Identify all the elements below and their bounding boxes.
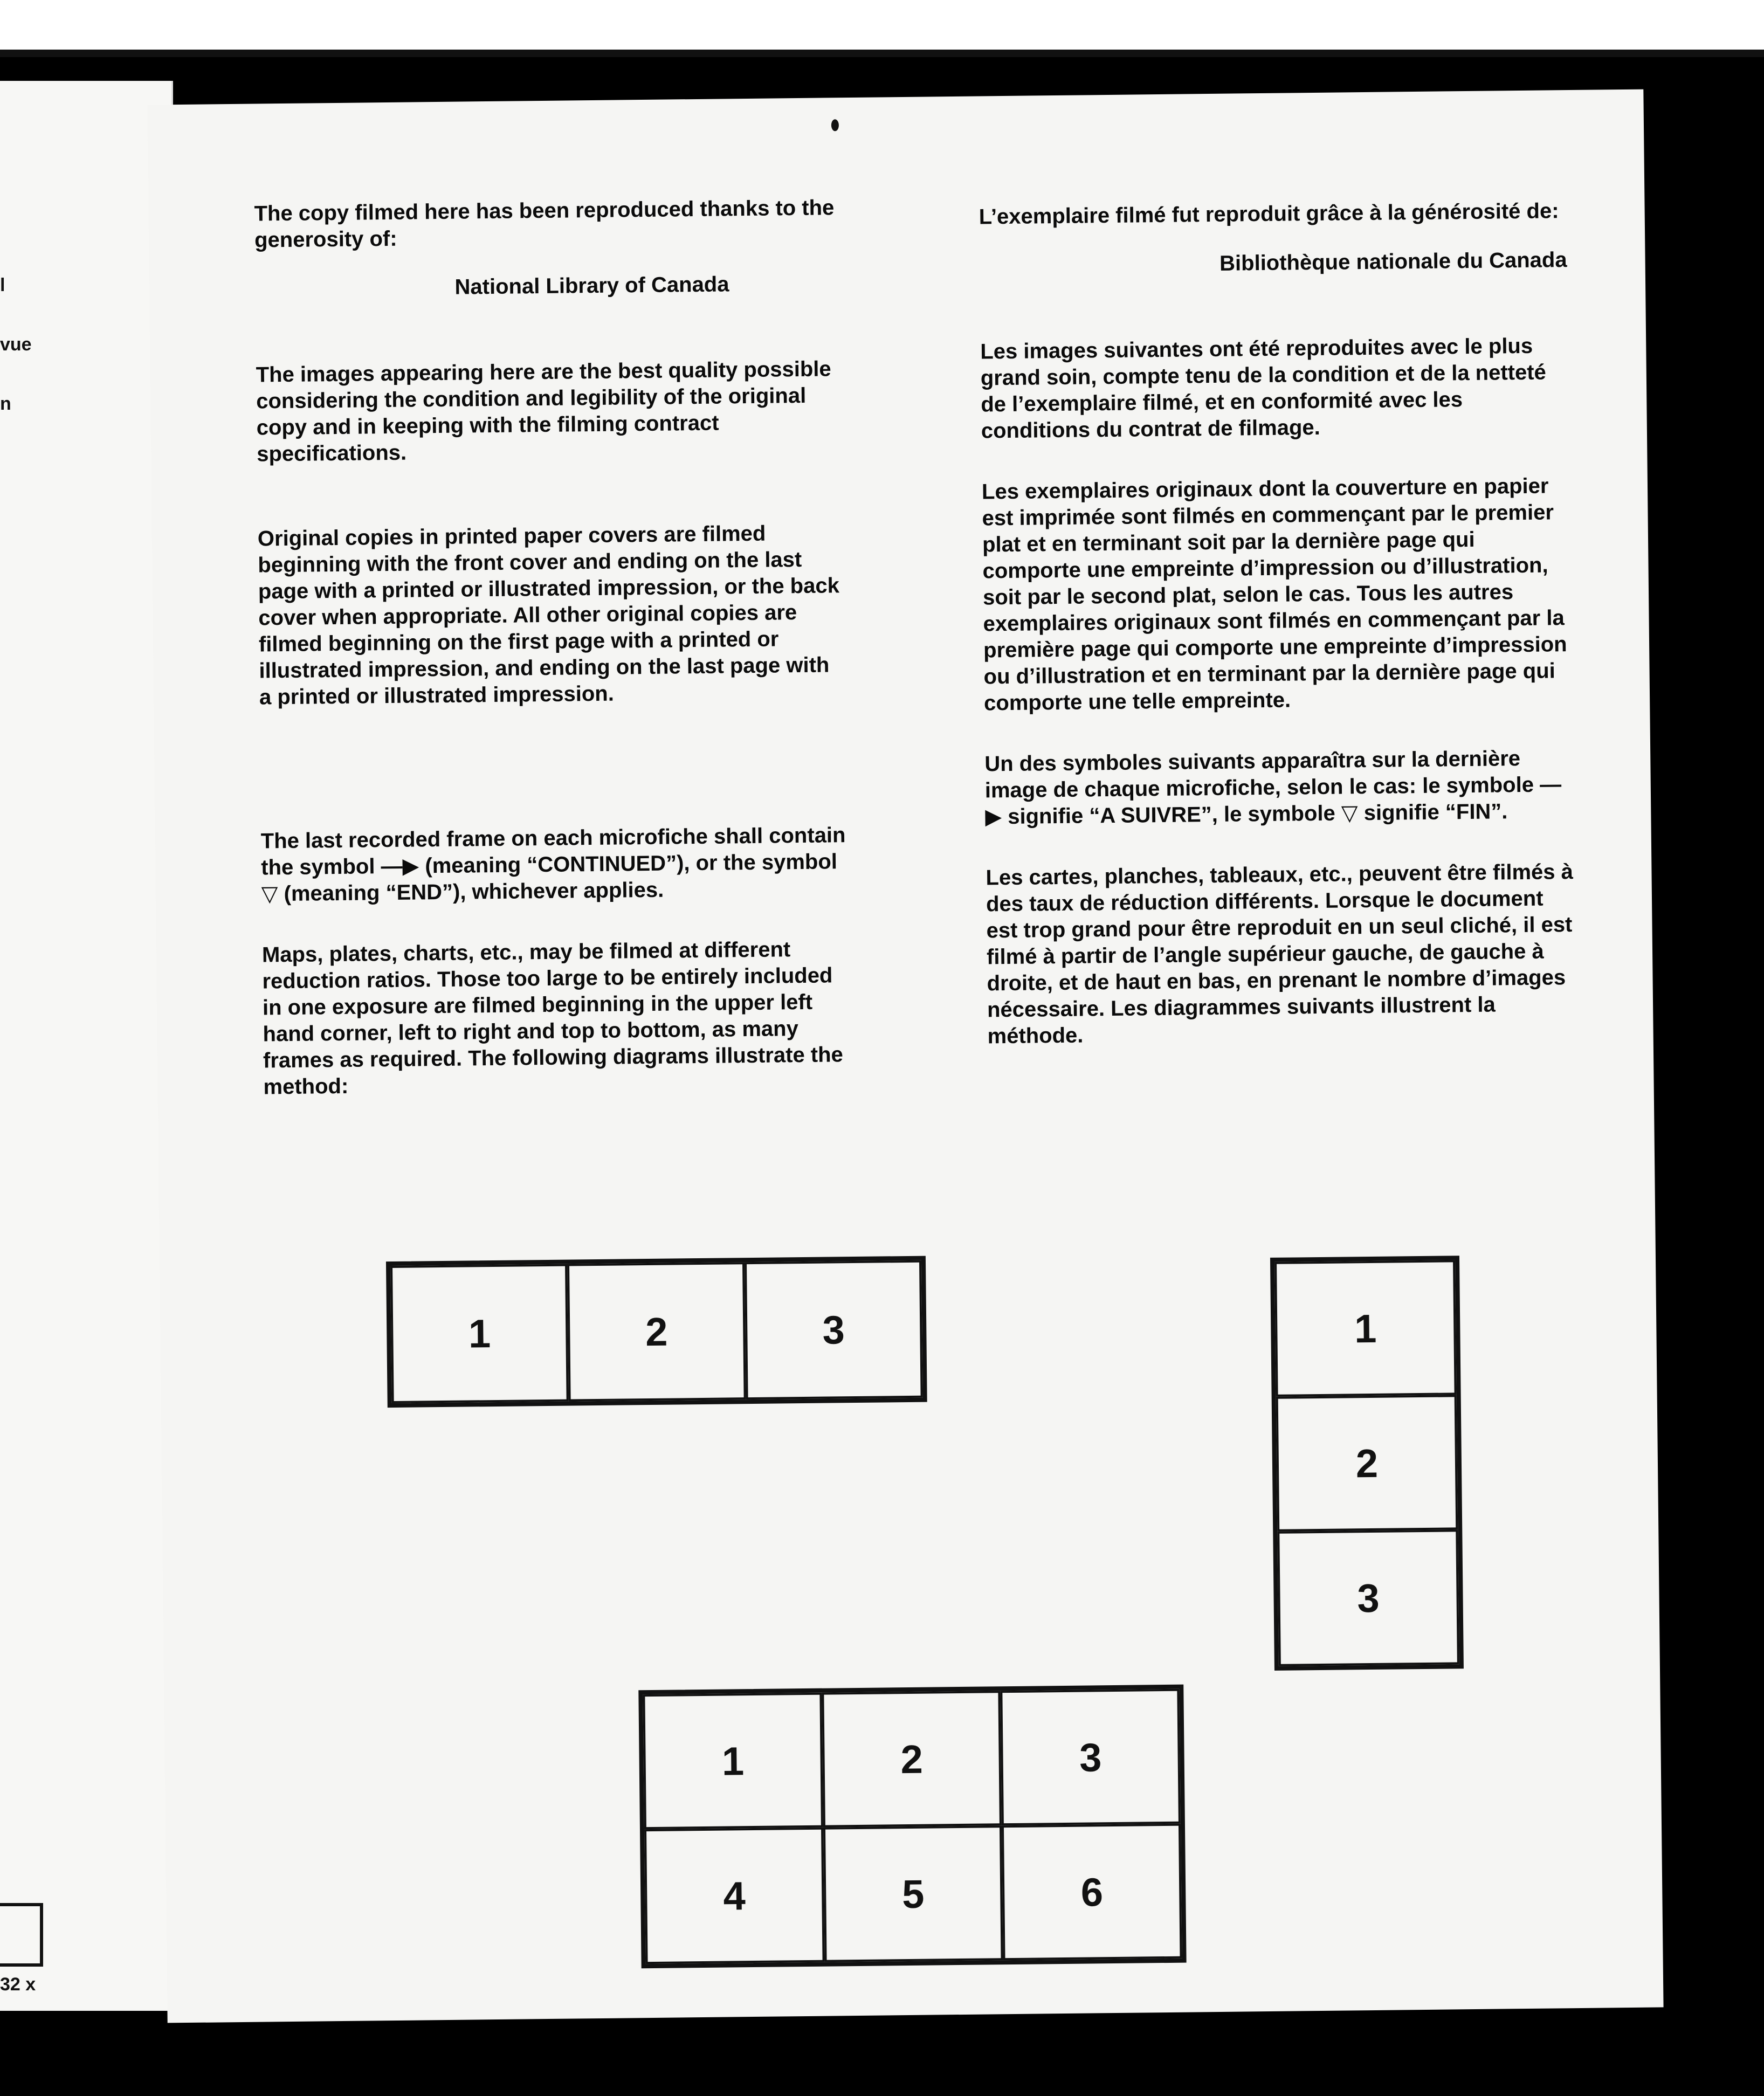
frame-cell: 1 xyxy=(643,1693,823,1829)
frame-cell: 3 xyxy=(745,1260,923,1399)
fragment: l xyxy=(0,275,5,295)
frame-cell: 6 xyxy=(1002,1824,1182,1960)
original-paragraph: Original copies in printed paper covers are filmed beginning with the front cover and ending on the last page with a printed or illustrated impression, or the back cover when appropriate. All other original copies are filmed beginning on the first page with a printed or illustrated impression, and ending on the last page with a printed or illustrated impression. xyxy=(257,521,840,709)
speck xyxy=(831,119,839,131)
maps-paragraph: Les cartes, planches, tableaux, etc., peuvent être filmés à des taux de réduction différents. Lorsque le document est trop grand pour être reproduit en un seul cliché, il est filmé à partir de l’angle supérieur gauche, de gauche à droite, et de haut en bas, en prenant le nombre d’images nécessaire. Les diagrammes suivants illustrent la méthode. xyxy=(986,860,1574,1049)
reduction-box xyxy=(0,1903,43,1967)
frame-cell: 2 xyxy=(567,1262,746,1401)
english-column xyxy=(254,195,851,1100)
column-diagram xyxy=(1270,1256,1464,1671)
frame-cell: 3 xyxy=(1001,1689,1181,1825)
frame-cell: 4 xyxy=(644,1828,824,1964)
original-paragraph: Les exemplaires originaux dont la couverture en papier est imprimée sont filmés en commençant par le premier plat et en terminant soit par la dernière page qui comporte une empreinte d’impression ou d’illustration, soit par le second plat, selon le cas. Tous les autres exemplaires originaux sont filmés en commençant par la première page qui comporte une empreinte d’impression ou d’illustration et en terminant par la dernière page qui comporte une telle empreinte. xyxy=(981,474,1567,715)
fragment: n xyxy=(0,394,11,414)
film-edge xyxy=(0,50,1764,57)
credit-name: National Library of Canada xyxy=(454,272,729,299)
credit-name: Bibliothèque nationale du Canada xyxy=(1219,248,1567,275)
quality-paragraph: Les images suivantes ont été reproduites avec le plus grand soin, compte tenu de la condition et de la netteté de l’exemplaire filmé, et en conformité avec les conditions du contrat de filmage. xyxy=(980,334,1547,443)
maps-paragraph: Maps, plates, charts, etc., may be filmed at different reduction ratios. Those too large to be entirely included in one exposure are filmed beginning in the upper left hand corner, left to right and top to bottom, as many frames as required. The following diagrams illustrate the method: xyxy=(261,937,844,1099)
previous-page-edge xyxy=(0,81,173,2011)
french-column xyxy=(979,198,1575,1050)
frame-cell: 5 xyxy=(823,1825,1003,1962)
row-diagram xyxy=(386,1256,927,1408)
symbol-paragraph: Un des symboles suivants apparaîtra sur la dernière image de chaque microfiche, selon le cas: le symbole —▶ signifie “A SUIVRE”, le symbole ▽ signifie “FIN”. xyxy=(984,747,1562,829)
frame-cell: 2 xyxy=(1276,1395,1458,1531)
frame-cell: 1 xyxy=(1274,1260,1457,1396)
quality-paragraph: The images appearing here are the best quality possible considering the condition and legibility of the original copy and in keeping with the filming contract specifications. xyxy=(256,357,831,466)
frame-cell: 1 xyxy=(390,1264,569,1403)
frame-cell: 3 xyxy=(1277,1529,1459,1666)
symbol-paragraph: The last recorded frame on each microfiche shall contain the symbol —▶ (meaning “CONTINUED”), or the symbol ▽ (meaning “END”), whichever applies. xyxy=(260,823,846,906)
notice-page xyxy=(147,89,1663,2023)
credit-intro: The copy filmed here has been reproduced thanks to the generosity of: xyxy=(254,196,835,252)
fragment: vue xyxy=(0,334,32,355)
credit-intro: L’exemplaire filmé fut reproduit grâce à la générosité de: xyxy=(979,199,1559,229)
grid-diagram xyxy=(638,1685,1186,1969)
frame-cell: 2 xyxy=(822,1691,1002,1827)
scan-top-margin xyxy=(0,0,1764,51)
reduction-ratio: 32 x xyxy=(0,1974,36,1995)
